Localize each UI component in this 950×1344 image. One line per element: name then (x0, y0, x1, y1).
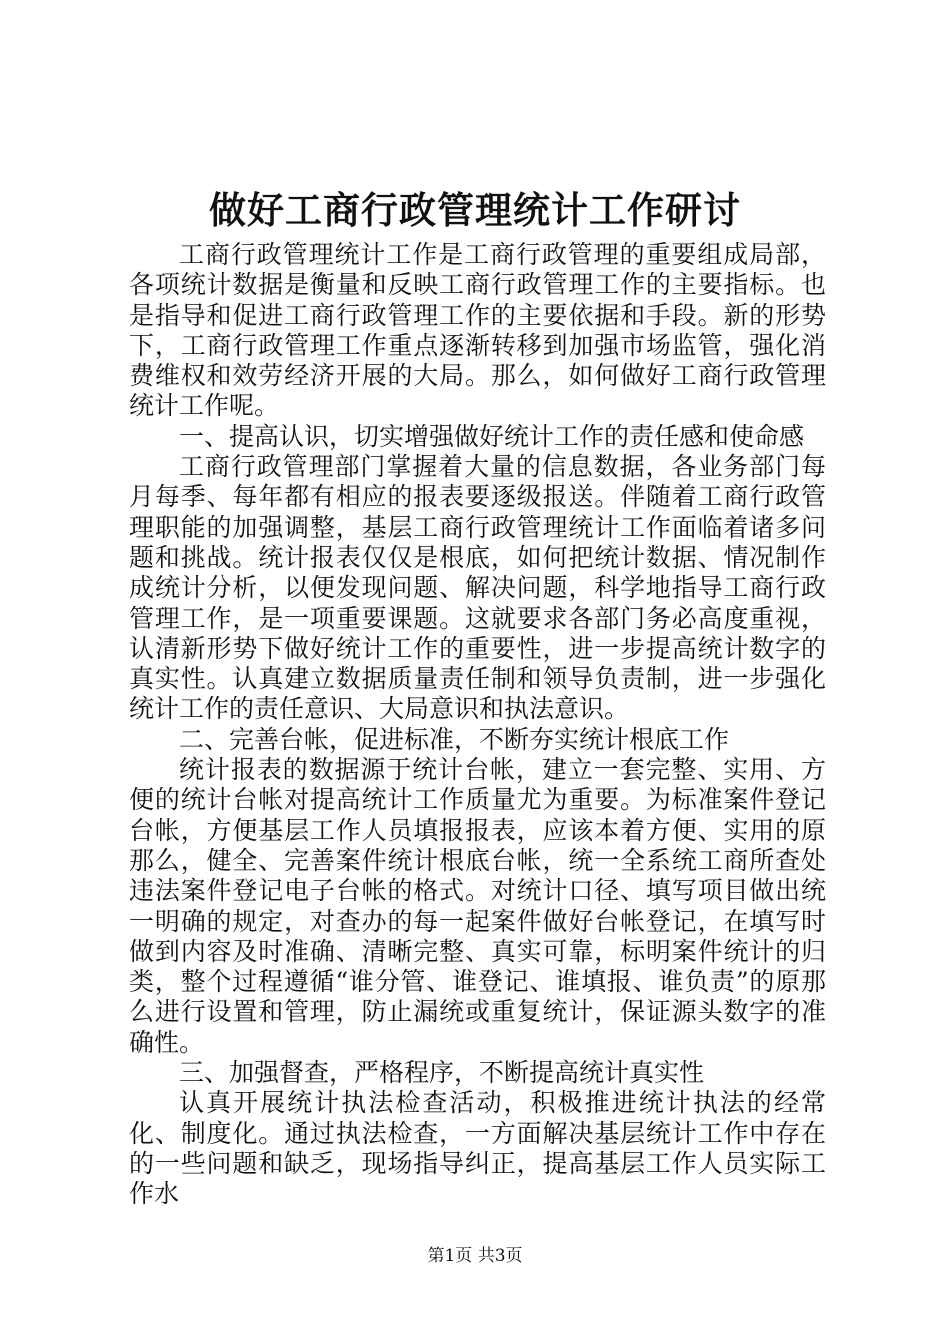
section-heading-1: 一、提高认识，切实增强做好统计工作的责任感和使命感 (179, 421, 805, 451)
section-heading-2: 二、完善台帐，促进标准，不断夯实统计根底工作 (179, 724, 730, 754)
document-body (129, 240, 826, 1210)
paragraph-intro: 工商行政管理统计工作是工商行政管理的重要组成局部，各项统计数据是衡量和反映工商行政管理工作的主要指标。也是指导和促进工商行政管理工作的主要依据和手段。新的形势下，工商行政管理工作重点逐渐转移到加强市场监管，强化消费维权和效劳经济开展的大局。那么，如何做好工商行政管理统计工作呢。 (129, 240, 826, 421)
page-number-footer: 第1页 共3页 (427, 1246, 523, 1266)
paragraph-section-1: 工商行政管理部门掌握着大量的信息数据，各业务部门每月每季、每年都有相应的报表要逐级报送。伴随着工商行政管理职能的加强调整，基层工商行政管理统计工作面临着诸多问题和挑战。统计报表仅仅是根底，如何把统计数据、情况制作成统计分析，以便发现问题、解决问题，科学地指导工商行政管理工作，是一项重要课题。这就要求各部门务必高度重视，认清新形势下做好统计工作的重要性，进一步提高统计数字的真实性。认真建立数据质量责任制和领导负责制，进一步强化统计工作的责任意识、大局意识和执法意识。 (129, 452, 826, 724)
document-title: 做好工商行政管理统计工作研讨 (209, 188, 741, 232)
paragraph-section-2: 统计报表的数据源于统计台帐，建立一套完整、实用、方便的统计台帐对提高统计工作质量尤为重要。为标准案件登记台帐，方便基层工作人员填报报表，应该本着方便、实用的原那么，健全、完善案件统计根底台帐，统一全系统工商所查处违法案件登记电子台帐的格式。对统计口径、填写项目做出统一明确的规定，对查办的每一起案件做好台帐登记，在填写时做到内容及时准确、清晰完整、真实可靠，标明案件统计的归类，整个过程遵循“谁分管、谁登记、谁填报、谁负责”的原那么进行设置和管理，防止漏统或重复统计，保证源头数字的准确性。 (129, 755, 826, 1057)
section-heading-3: 三、加强督查，严格程序，不断提高统计真实性 (179, 1058, 705, 1088)
paragraph-section-3: 认真开展统计执法检查活动，积极推进统计执法的经常化、制度化。通过执法检查，一方面解决基层统计工作中存在的一些问题和缺乏，现场指导纠正，提高基层工作人员实际工作水 (129, 1088, 826, 1209)
